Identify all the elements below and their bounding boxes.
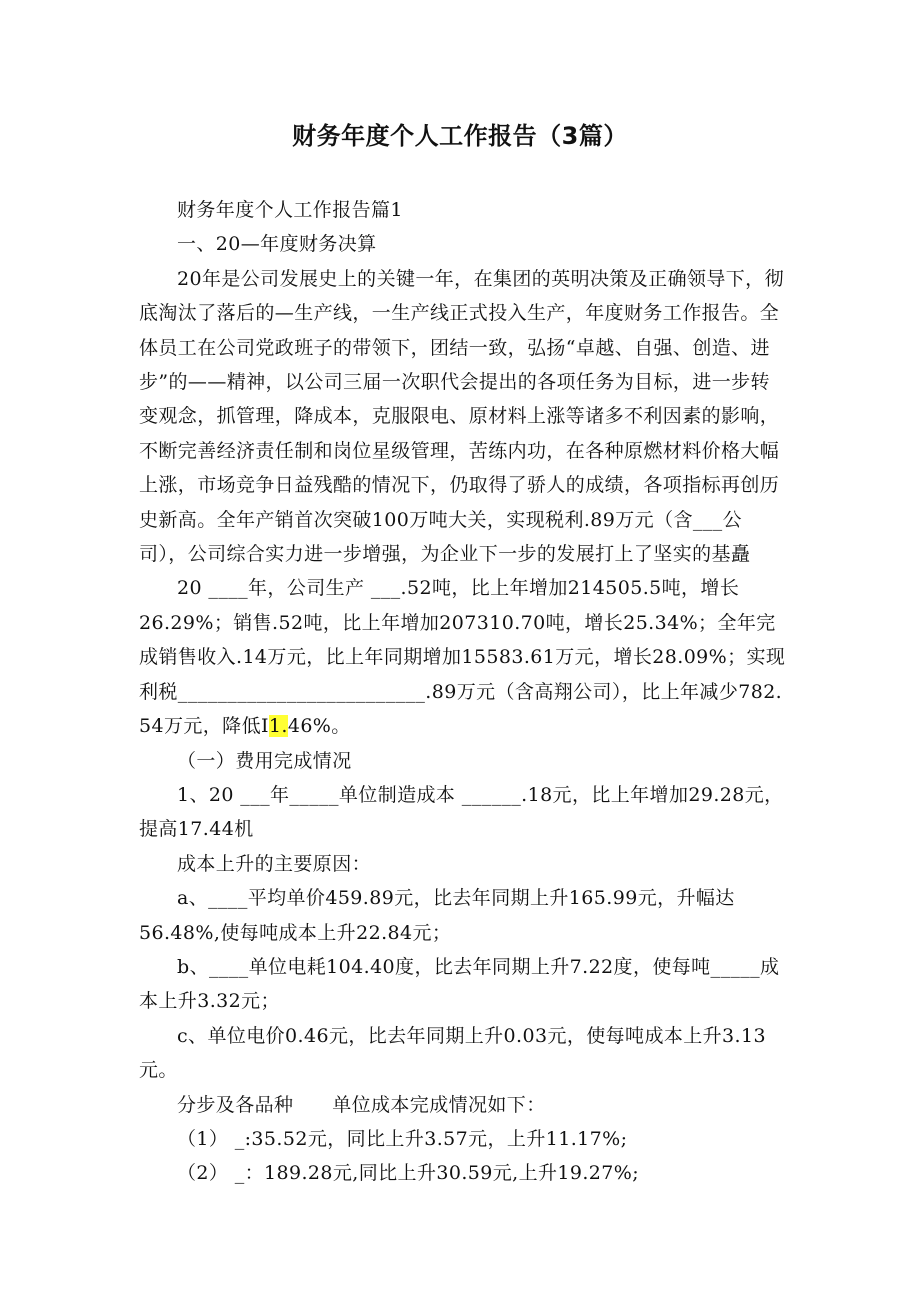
document-body [139,193,789,1191]
list-item: a、____平均单价459.89元，比去年同期上升165.99元，升幅达56.48%,使每吨成本上升22.84元； [139,887,735,944]
cost-heading: （一）费用完成情况 [177,749,352,772]
body-paragraph: 1、20 ___年_____单位制造成本 ______.18元，比上年增加29.28元，提高17.44机 [139,783,784,841]
list-item: （2） _：189.28元,同比上升30.59元,上升19.27%; [177,1162,640,1185]
document-title: 财务年度个人工作报告（3篇） [292,122,628,150]
highlighted-text: 1. [268,715,288,738]
body-paragraph: 成本上升的主要原因： [177,852,372,875]
body-paragraph: 分步及各品种 单位成本完成情况如下： [177,1093,546,1116]
subsection-heading: 一、20—年度财务决算 [177,233,377,256]
production-text: 20 ____年，公司生产 ___.52吨，比上年增加214505.5吨，增长26.29%；销售.52吨，比上年增加207310.70吨，增长25.34%；全年完成销售收入.14万元，比上年同期增加15583.61万元，增长28.09%；实现利税_________________________.89万元（含高翔公司），比上年减少782. 54万元，降低I [139,577,786,738]
production-text-end: 46%。 [287,715,351,738]
production-paragraph [139,571,789,743]
list-item: c、单位电价0.46元，比去年同期上升0.03元，使每吨成本上升3.13元。 [139,1024,766,1082]
section-heading: 财务年度个人工作报告篇1 [177,199,403,221]
list-item: （1） _:35.52元，同比上升3.57元，上升11.17%; [177,1127,628,1150]
list-item: b、____单位电耗104.40度，比去年同期上升7.22度，使每吨_____成本上升3.32元； [139,955,780,1013]
body-paragraph: 20年是公司发展史上的关键一年，在集团的英明决策及正确领导下，彻底淘汰了落后的—生产线，一生产线正式投入生产，年度财务工作报告。全体员工在公司党政班子的带领下，团结一致，弘扬“卓越、自强、创造、进步”的——精神，以公司三届一次职代会提出的各项任务为目标，进一步转变观念，抓管理，降成本，克服限电、原材料上涨等诸多不利因素的影响，不断完善经济责任制和岗位星级管理，苦练内功，在各种原燃材料价格大幅上涨，市场竞争日益残酷的情况下，仍取得了骄人的成绩，各项指标再创历史新高。全年产销首次突破100万吨大关，实现税利.89万元（含___公司），公司综合实力进一步增强，为企业下一步的发展打上了坚实的基矗 [139,267,784,566]
